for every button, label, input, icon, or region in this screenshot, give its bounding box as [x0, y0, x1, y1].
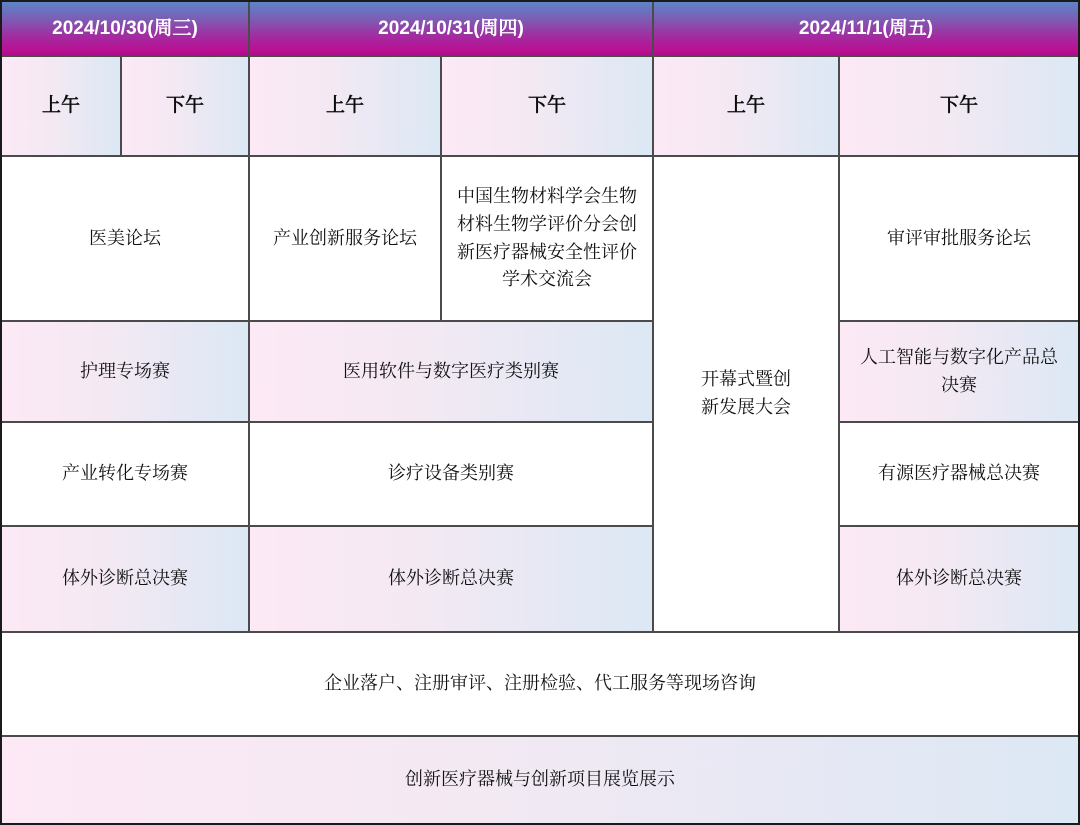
event-exhibition-label: 创新医疗器械与创新项目展览展示: [405, 769, 675, 790]
session-1101-pm-label: 下午: [939, 95, 978, 117]
event-ai-digital-product-final: [840, 322, 1078, 421]
session-1101-am: [654, 57, 838, 155]
event-diagnosis-treatment-equipment-contest-label: 诊疗设备类别赛: [388, 463, 514, 484]
event-active-medical-device-final-label: 有源医疗器械总决赛: [878, 463, 1040, 484]
event-medical-software-digital-contest-label: 医用软件与数字医疗类别赛: [343, 360, 559, 381]
header-date-1101: [654, 2, 1078, 55]
event-biomaterials-symposium-label: 中国生物材料学会生物材料生物学评价分会创新医疗器械安全性评价学术交流会: [457, 185, 637, 290]
event-ivd-final-day2: [250, 527, 652, 631]
event-ivd-final-day2-label: 体外诊断总决赛: [388, 568, 514, 589]
session-1030-pm: [122, 57, 248, 155]
event-ivd-final-day1: [2, 527, 248, 631]
event-ivd-final-day3-label: 体外诊断总决赛: [896, 568, 1022, 589]
event-onsite-consultation-label: 企业落户、注册审评、注册检验、代工服务等现场咨询: [324, 673, 756, 694]
event-ai-digital-product-final-label: 人工智能与数字化产品总决赛: [860, 346, 1058, 395]
event-industry-transformation-contest-label: 产业转化专场赛: [62, 463, 188, 484]
session-1101-pm: [840, 57, 1078, 155]
event-diagnosis-treatment-equipment-contest: [250, 423, 652, 525]
session-1030-am-label: 上午: [41, 95, 80, 117]
session-1031-pm: [442, 57, 652, 155]
event-exhibition: [2, 737, 1078, 823]
session-1031-pm-label: 下午: [527, 95, 566, 117]
event-industry-innovation-service-forum-label: 产业创新服务论坛: [273, 227, 417, 248]
event-medical-beauty-forum-label: 医美论坛: [89, 227, 161, 248]
event-review-approval-service-forum-label: 审评审批服务论坛: [887, 227, 1031, 248]
event-review-approval-service-forum: [840, 157, 1078, 320]
event-ivd-final-day1-label: 体外诊断总决赛: [62, 568, 188, 589]
header-date-1101-label: 2024/11/1(周五): [798, 17, 934, 39]
event-nursing-special-contest-label: 护理专场赛: [80, 360, 170, 381]
event-opening-ceremony-label: 开幕式暨创新发展大会: [701, 369, 791, 417]
session-1030-am: [2, 57, 120, 155]
header-date-1031-label: 2024/10/31(周四): [378, 17, 524, 39]
session-1031-am-label: 上午: [325, 95, 364, 117]
session-1031-am: [250, 57, 440, 155]
session-1101-am-label: 上午: [726, 95, 765, 117]
event-biomaterials-symposium: [442, 157, 652, 320]
event-opening-ceremony: [654, 157, 838, 631]
header-date-1030-label: 2024/10/30(周三): [52, 17, 198, 39]
event-onsite-consultation: [2, 633, 1078, 735]
event-medical-software-digital-contest: [250, 322, 652, 421]
header-date-1030: [2, 2, 248, 55]
event-industry-transformation-contest: [2, 423, 248, 525]
event-ivd-final-day3: [840, 527, 1078, 631]
event-nursing-special-contest: [2, 322, 248, 421]
event-active-medical-device-final: [840, 423, 1078, 525]
event-industry-innovation-service-forum: [250, 157, 440, 320]
session-1030-pm-label: 下午: [165, 95, 204, 117]
header-date-1031: [250, 2, 652, 55]
event-medical-beauty-forum: [2, 157, 248, 320]
